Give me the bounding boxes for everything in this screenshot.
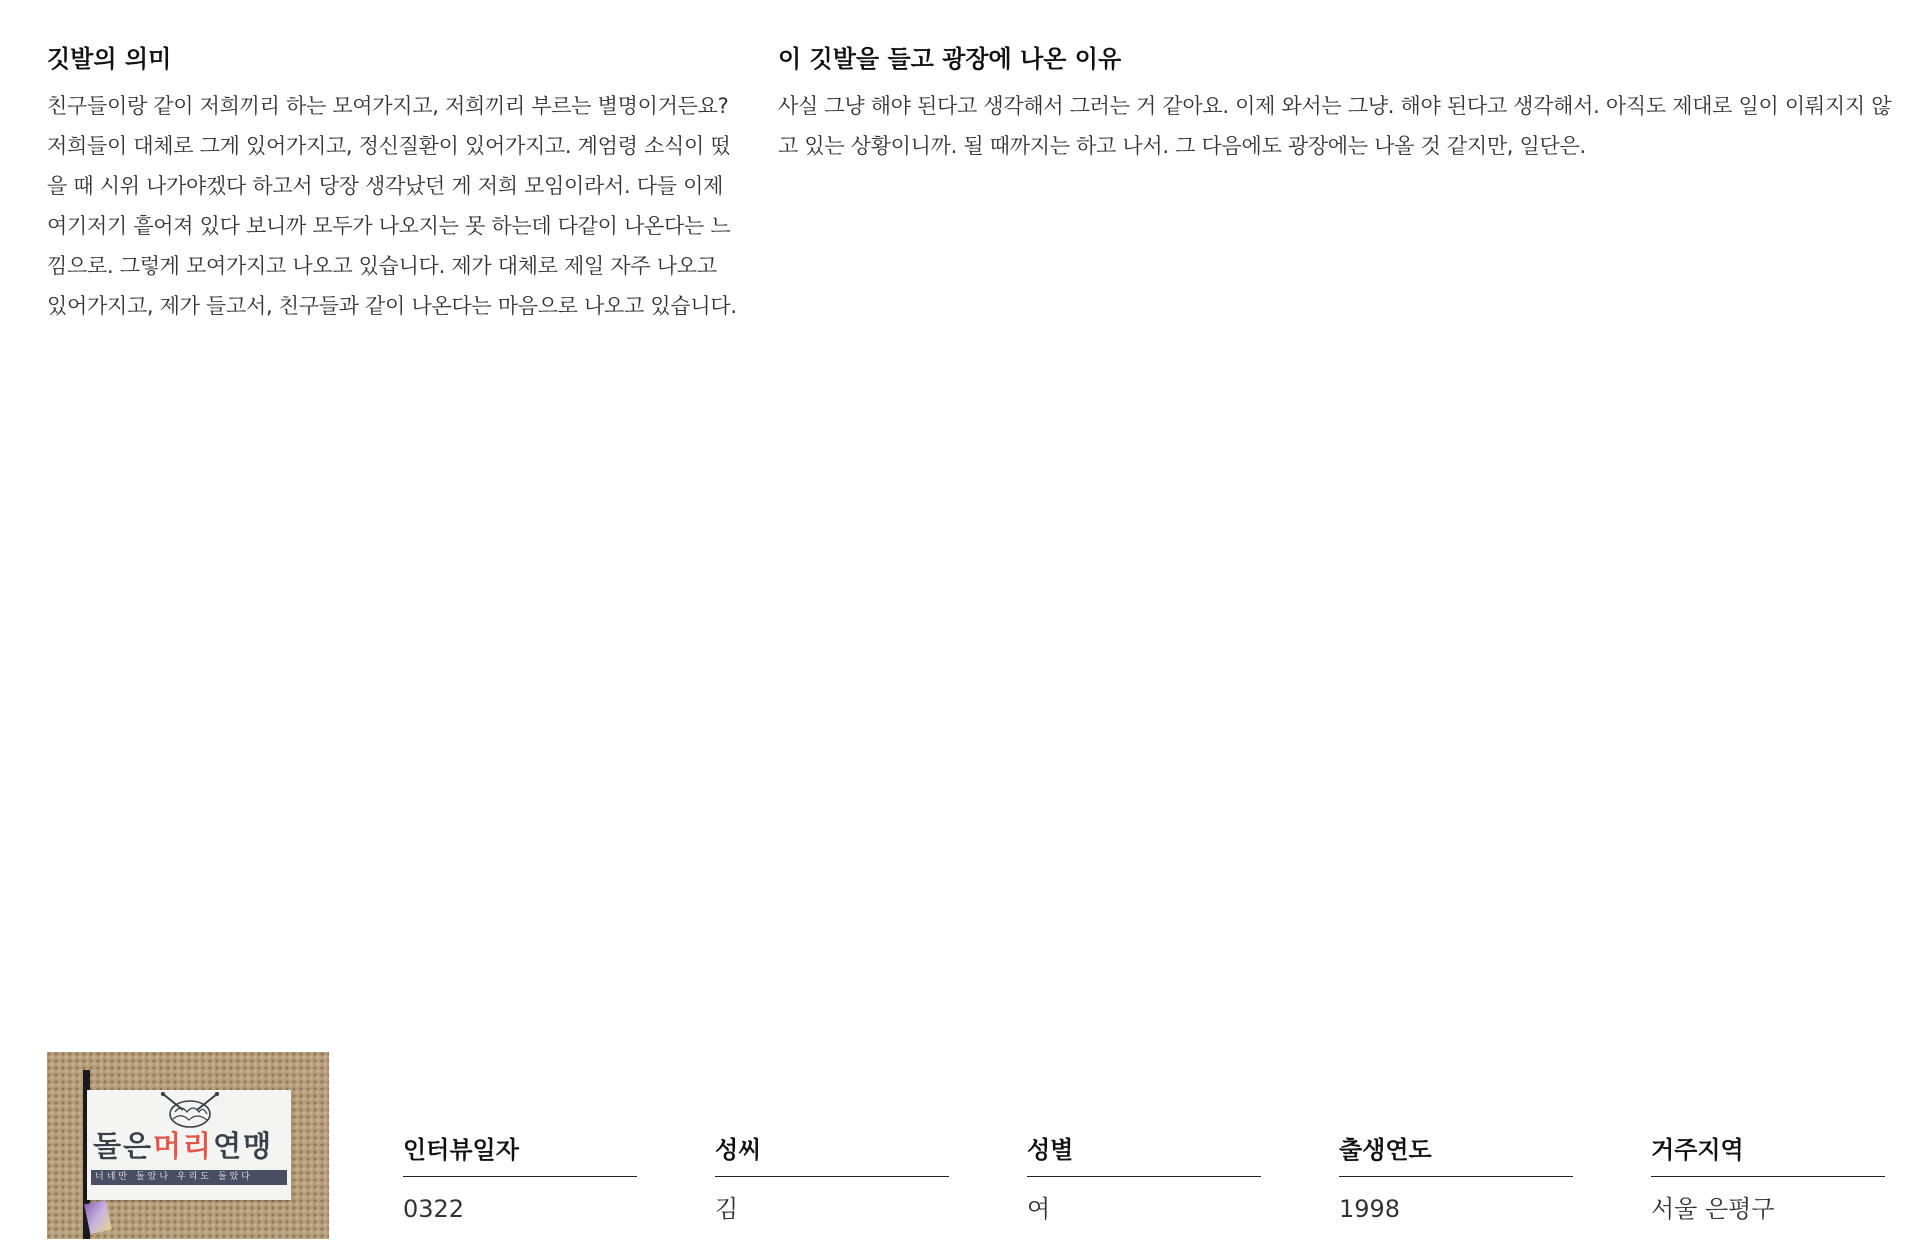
region-value: 서울 은평구 [1651,1195,1775,1223]
flag-name-part1: 돌은 [93,1129,154,1163]
birth-year-field [1339,1130,1573,1229]
birth-year-value: 1998 [1339,1195,1401,1223]
reason-text: 사실 그냥 해야 된다고 생각해서 그러는 거 같아요. 이제 와서는 그냥. 해야 된다고 생각해서. 아직도 제대로 일이 이뤄지지 않고 있는 상황이니까. 될 때까지는 하고 나서. 그 다음에도 광장에는 나올 것 같지만, 일단은. [778,94,1892,158]
flag-slogan: 너네만 돌았나 우리도 돌았다 [91,1170,287,1185]
surname-value: 김 [715,1195,739,1223]
flag-meaning-text: 친구들이랑 같이 저희끼리 하는 모여가지고, 저희끼리 부르는 별명이거든요? 저희들이 대체로 그게 있어가지고, 정신질환이 있어가지고. 계엄령 소식이 떴을 때 시위 나가야겠다 하고서 당장 생각났던 게 저희 모임이라서. 다들 이제 여기저기 흩어져 있다 보니까 모두가 나오지는 못 하는데 다같이 나온다는 느낌으로. 그렇게 모여가지고 나오고 있습니다. 제가 대체로 제일 자주 나오고 있어가지고, 제가 들고서, 친구들과 같이 나온다는 마음으로 나오고 있습니다. [47,94,737,318]
gender-field [1027,1130,1261,1229]
interview-date-label: 인터뷰일자 [403,1130,637,1177]
birth-year-label: 출생연도 [1339,1130,1573,1177]
flag-photo [47,1052,329,1239]
flag-meaning-title: 깃발의 의미 [47,45,172,73]
region-field [1651,1130,1885,1229]
flag-name [93,1124,273,1165]
interview-date-field [403,1130,637,1229]
reason-section [778,40,1896,166]
flag-meaning-section [47,40,737,326]
flag-banner [87,1090,291,1200]
gender-label: 성별 [1027,1130,1261,1177]
ribbon-decoration [84,1200,112,1234]
gender-value: 여 [1027,1195,1051,1223]
region-label: 거주지역 [1651,1130,1885,1177]
surname-label: 성씨 [715,1130,949,1177]
surname-field [715,1130,949,1229]
interview-date-value: 0322 [403,1195,465,1223]
flag-name-accent: 머리 [153,1129,214,1163]
flag-name-part2: 연맹 [213,1129,274,1163]
reason-title: 이 깃발을 들고 광장에 나온 이유 [778,45,1122,73]
